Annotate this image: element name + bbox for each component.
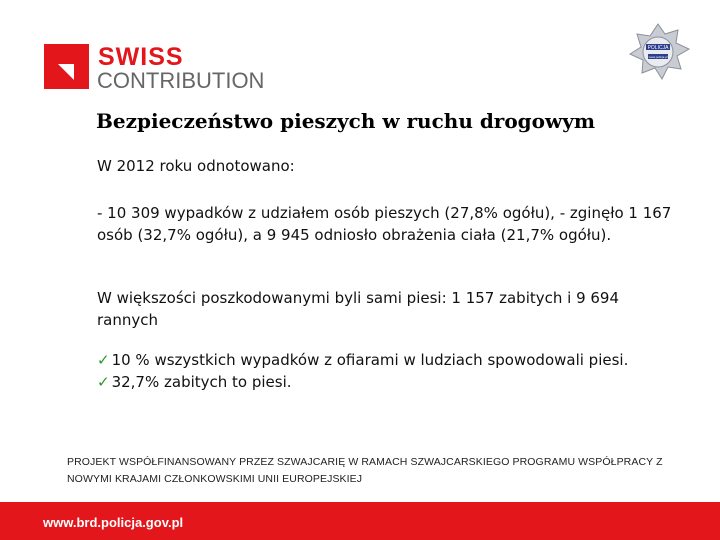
footer-url-link[interactable]: www.brd.policja.gov.pl — [43, 515, 184, 530]
bullet-item — [97, 371, 677, 393]
swiss-logo-icon — [44, 44, 89, 89]
slide-title: Bezpieczeństwo pieszych w ruchu drogowym — [96, 109, 596, 133]
logo-line-swiss: SWISS — [98, 43, 184, 71]
majority-paragraph: W większości poszkodowanymi byli sami piesi: 1 157 zabitych i 9 694 rannych — [97, 289, 620, 329]
cofinancing-footnote: PROJEKT WSPÓŁFINANSOWANY PRZEZ SZWAJCARIĘ W RAMACH SZWAJCARSKIEGO PROGRAMU WSPÓŁPRACY Z NOWYMI KRAJAMI CZŁONKOWSKIMI UNII EUROPEJSKIEJ — [67, 456, 663, 485]
bullet-item — [97, 349, 677, 371]
badge-text: POLICJA — [647, 45, 669, 51]
badge-subtext: www.policja.pl — [648, 55, 668, 59]
bullet-list — [97, 349, 677, 393]
bullet-text: 32,7% zabitych to piesi. — [111, 373, 292, 391]
stats-paragraph: - 10 309 wypadków z udziałem osób pieszych (27,8% ogółu), - zginęło 1 167 osób (32,7% ogółu), a 9 945 odniosło obrażenia ciała (21,7% ogółu). — [97, 204, 672, 244]
police-star-badge-icon — [624, 22, 692, 82]
logo-line-contribution: CONTRIBUTION — [97, 68, 265, 93]
intro-text: W 2012 roku odnotowano: — [97, 157, 295, 175]
swiss-contribution-logo — [44, 44, 274, 94]
bullet-text: 10 % wszystkich wypadków z ofiarami w ludziach spowodowali piesi. — [111, 351, 629, 369]
checkmark-icon: ✓ — [97, 351, 110, 369]
checkmark-icon: ✓ — [97, 373, 110, 391]
footer-bar — [0, 502, 720, 540]
